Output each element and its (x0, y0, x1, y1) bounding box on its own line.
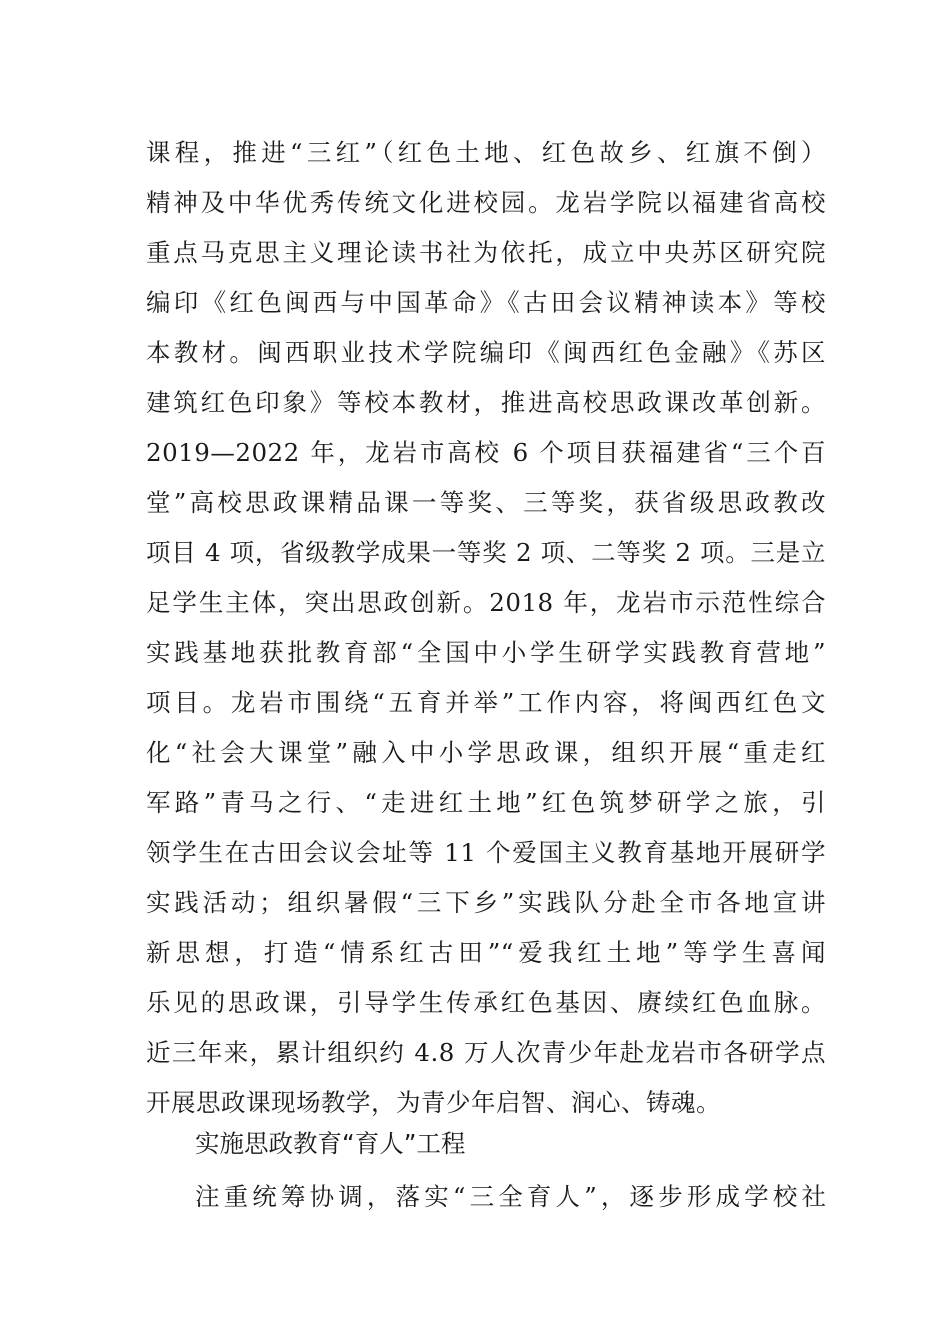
paragraph-line: 课程，推进“三红”（红色土地、红色故乡、红旗不倒） (146, 138, 826, 167)
paragraph-line: 堂”高校思政课精品课一等奖、三等奖，获省级思政教改 (146, 488, 826, 517)
paragraph-line: 实践基地获批教育部“全国中小学生研学实践教育营地” (146, 638, 826, 667)
paragraph-line: 建筑红色印象》等校本教材，推进高校思政课改革创新。 (146, 388, 826, 417)
paragraph-1 (146, 128, 826, 1128)
paragraph-line: 实践活动；组织暑假“三下乡”实践队分赴全市各地宣讲 (146, 888, 826, 917)
paragraph-2-first-line: 注重统筹协调，落实“三全育人”，逐步形成学校社 (195, 1182, 826, 1211)
section-heading: 实施思政教育“育人”工程 (195, 1129, 466, 1158)
paragraph-line: 乐见的思政课，引导学生传承红色基因、赓续红色血脉。 (146, 988, 826, 1017)
paragraph-line: 新思想，打造“情系红古田”“爱我红土地”等学生喜闻 (146, 938, 826, 967)
paragraph-line: 编印《红色闽西与中国革命》《古田会议精神读本》等校 (146, 288, 826, 317)
paragraph-line: 化“社会大课堂”融入中小学思政课，组织开展“重走红 (146, 738, 826, 767)
paragraph-line: 项目。龙岩市围绕“五育并举”工作内容，将闽西红色文 (146, 688, 826, 717)
paragraph-line: 本教材。闽西职业技术学院编印《闽西红色金融》《苏区 (146, 338, 826, 367)
paragraph-line: 项目 4 项，省级教学成果一等奖 2 项、二等奖 2 项。三是立 (146, 538, 826, 567)
paragraph-line: 军路”青马之行、“走进红土地”红色筑梦研学之旅，引 (146, 788, 826, 817)
paragraph-line: 足学生主体，突出思政创新。2018 年，龙岩市示范性综合 (146, 588, 826, 617)
paragraph-line: 2019—2022 年，龙岩市高校 6 个项目获福建省“三个百 (146, 438, 826, 467)
paragraph-line: 领学生在古田会议会址等 11 个爱国主义教育基地开展研学 (146, 838, 826, 867)
paragraph-line: 开展思政课现场教学，为青少年启智、润心、铸魂。 (146, 1088, 721, 1117)
paragraph-line: 精神及中华优秀传统文化进校园。龙岩学院以福建省高校 (146, 188, 826, 217)
paragraph-line: 近三年来，累计组织约 4.8 万人次青少年赴龙岩市各研学点 (146, 1038, 826, 1067)
paragraph-line: 重点马克思主义理论读书社为依托，成立中央苏区研究院 (146, 238, 826, 267)
